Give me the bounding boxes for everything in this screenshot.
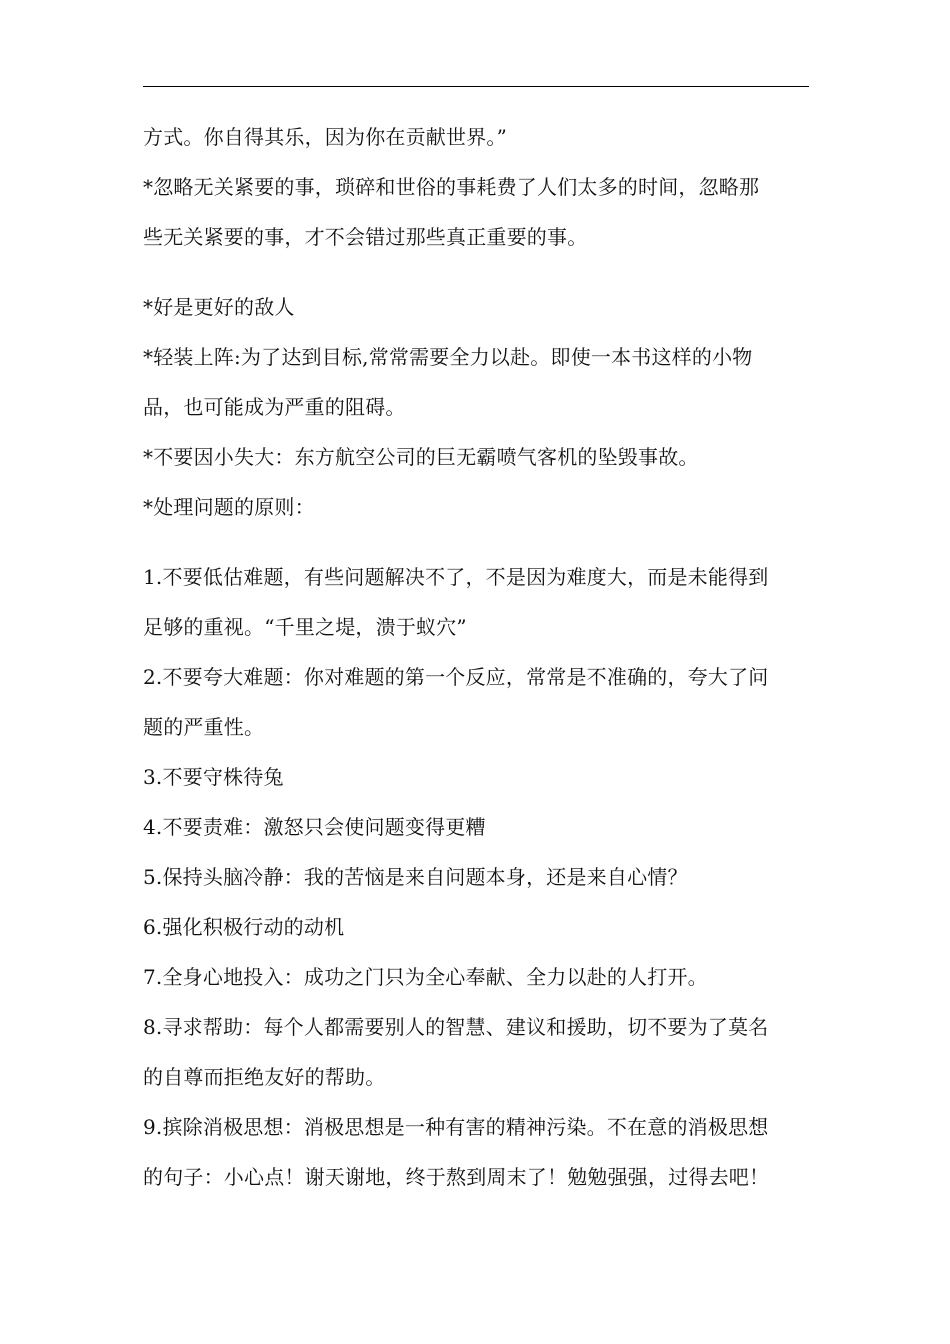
list-item-line: 的句子：小心点！谢天谢地，终于熬到周末了！勉勉强强，过得去吧！ [143, 1165, 770, 1189]
text-line: *轻装上阵:为了达到目标,常常需要全力以赴。即使一本书这样的小物 [143, 345, 753, 369]
list-item-line: 的自尊而拒绝友好的帮助。 [143, 1065, 386, 1089]
text-line: 方式。你自得其乐，因为你在贡献世界。” [143, 125, 508, 149]
list-item-line: 3.不要守株待兔 [143, 765, 284, 789]
list-item-line: 6.强化积极行动的动机 [143, 915, 345, 939]
list-item-line: 7.全身心地投入：成功之门只为全心奉献、全力以赴的人打开。 [143, 965, 708, 989]
list-item-line: 5.保持头脑冷静：我的苦恼是来自问题本身，还是来自心情？ [143, 865, 688, 889]
text-line: 品，也可能成为严重的阻碍。 [143, 395, 406, 419]
list-item-line: 足够的重视。“千里之堤，溃于蚁穴” [143, 615, 467, 639]
header-rule [143, 86, 809, 87]
list-item-line: 8.寻求帮助：每个人都需要别人的智慧、建议和援助，切不要为了莫名 [143, 1015, 769, 1039]
text-line: 些无关紧要的事，才不会错过那些真正重要的事。 [143, 225, 588, 249]
paragraph-gap [143, 262, 813, 282]
list-item-line: 4.不要责难：激怒只会使问题变得更糟 [143, 815, 486, 839]
document-body [143, 112, 813, 1202]
list-item-line: 9.摈除消极思想：消极思想是一种有害的精神污染。不在意的消极思想 [143, 1115, 769, 1139]
list-item-line: 1.不要低估难题，有些问题解决不了，不是因为难度大，而是未能得到 [143, 565, 769, 589]
paragraph-gap [143, 532, 813, 552]
text-line: *不要因小失大：东方航空公司的巨无霸喷气客机的坠毁事故。 [143, 445, 699, 469]
list-item-line: 题的严重性。 [143, 715, 265, 739]
text-line: *好是更好的敌人 [143, 295, 295, 319]
list-item-line: 2.不要夸大难题：你对难题的第一个反应，常常是不准确的，夸大了问 [143, 665, 769, 689]
text-line: *忽略无关紧要的事，琐碎和世俗的事耗费了人们太多的时间，忽略那 [143, 175, 760, 199]
text-line: *处理问题的原则： [143, 495, 315, 519]
